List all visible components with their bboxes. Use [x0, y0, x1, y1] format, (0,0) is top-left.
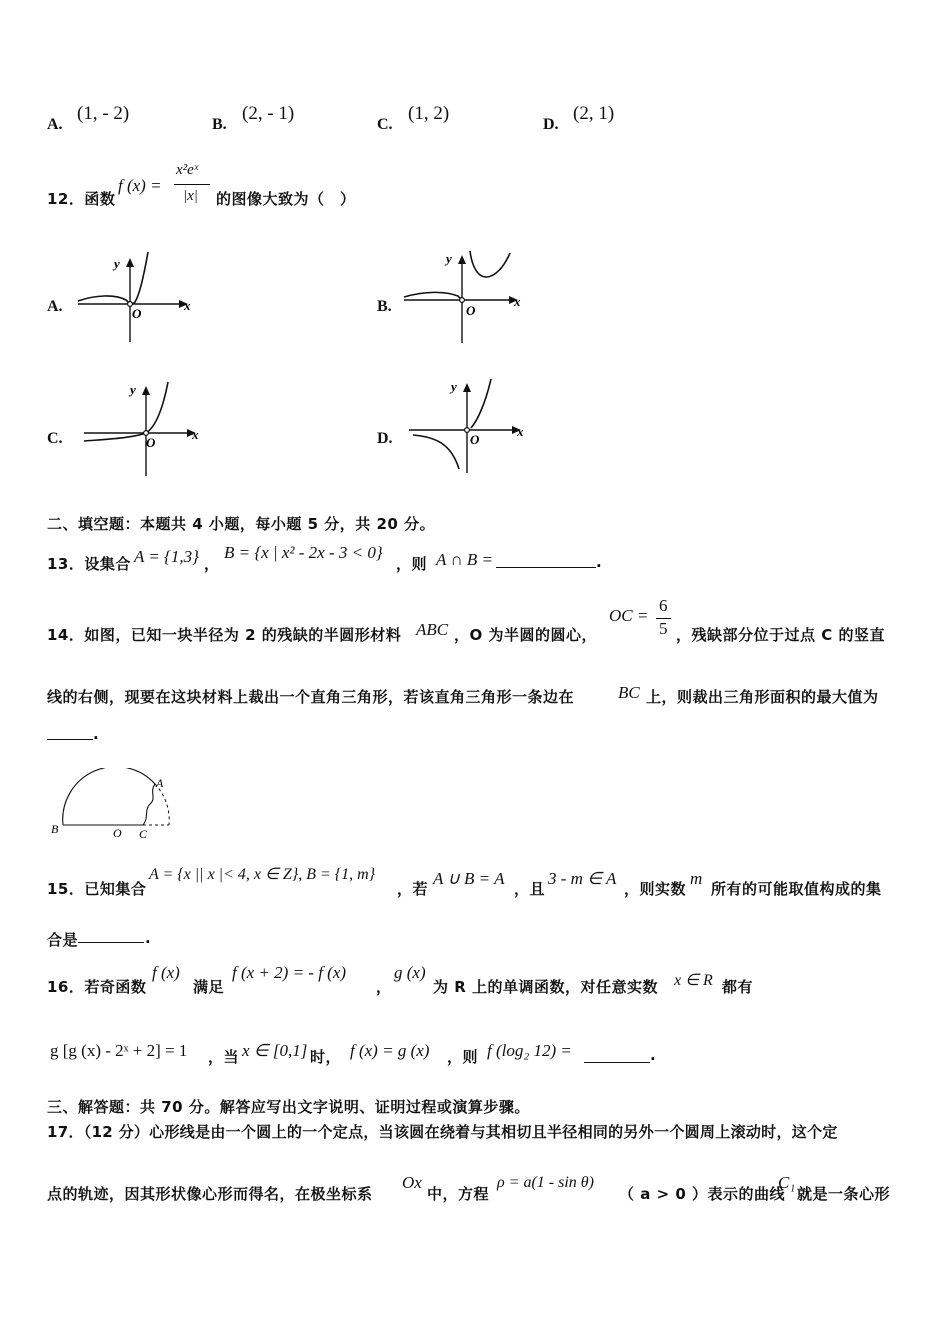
q11-option-a-label: A.	[47, 116, 63, 133]
q16-mid1: 满足	[193, 978, 225, 996]
q15-tail: 所有的可能取值构成的集	[711, 880, 882, 898]
q13-end: .	[596, 553, 603, 571]
q17-paren: （ a > 0 ）表示的曲线	[619, 1185, 786, 1203]
q12-c-origin: O	[146, 435, 156, 450]
q17-c1: C₁	[778, 1173, 796, 1192]
q15-mid1: ，若	[397, 880, 429, 898]
section-3-heading: 三、解答题：共 70 分。解答应写出文字说明、证明过程或演算步骤。	[47, 1098, 530, 1116]
q12-c-axis-y: y	[130, 382, 136, 397]
q11-option-d-value: (2, 1)	[573, 103, 615, 124]
q14-oc: OC =	[609, 606, 649, 625]
q16-eq3: f (x) = g (x)	[350, 1041, 430, 1060]
q12-option-c-label: C.	[47, 430, 63, 447]
q14-mid2: ，残缺部分位于过点 C 的竖直	[676, 626, 885, 644]
q16-mid2: 为 R 上的单调函数，对任意实数	[433, 978, 658, 996]
q13-set-a: A = {1,3}	[134, 547, 199, 566]
q15-mid2: ，且	[514, 880, 546, 898]
q16-mid4: ，当	[208, 1048, 240, 1066]
q11-option-b-label: B.	[212, 116, 227, 133]
q14-frac-den: 5	[659, 619, 668, 638]
q12-b-axis-y: y	[446, 251, 452, 266]
q14-line2b: 上，则裁出三角形面积的最大值为	[646, 688, 879, 706]
q11-option-a-value: (1, - 2)	[77, 103, 130, 124]
q16-mid5: 时，	[310, 1048, 342, 1066]
q16-prefix: 16．若奇函数	[47, 978, 147, 996]
q14-end: .	[93, 725, 100, 743]
q13-mid: ，则	[396, 555, 428, 573]
q16-xr: x ∈ R	[674, 972, 713, 989]
q11-option-c-value: (1, 2)	[408, 103, 450, 124]
q14-fig-b: B	[51, 822, 59, 836]
q13-set-b: B = {x | x² - 2x - 3 < 0}	[224, 543, 383, 562]
q12-option-d-label: D.	[377, 430, 393, 447]
q12-c-axis-x: x	[192, 427, 199, 442]
q13-comma: ，	[204, 555, 220, 573]
q12-d-axis-y: y	[451, 379, 457, 394]
q13-prefix: 13．设集合	[47, 555, 131, 573]
q16-eq2: g [g (x) - 2ˣ + 2] = 1	[50, 1041, 188, 1060]
q15-line2: 合是	[47, 931, 79, 949]
q12-graph-d	[405, 375, 535, 475]
q11-option-d-label: D.	[543, 116, 559, 133]
q15-union: A ∪ B = A	[433, 869, 505, 888]
q14-fig-o: O	[113, 826, 122, 840]
q14-frac-num: 6	[659, 596, 668, 615]
q14-fig-a: A	[156, 776, 164, 790]
q16-eq1: f (x + 2) = - f (x)	[232, 963, 347, 982]
q12-b-axis-x: x	[514, 294, 521, 309]
q12-option-b-label: B.	[377, 298, 392, 315]
section-2-heading: 二、填空题：本题共 4 小题，每小题 5 分，共 20 分。	[47, 515, 436, 533]
q14-answer-blank	[47, 725, 93, 740]
q16-mid3: 都有	[722, 978, 754, 996]
q14-line2a: 线的右侧，现要在这块材料上裁出一个直角三角形，若该直角三角形一条边在	[47, 688, 575, 706]
q17-line2b: 中，方程	[427, 1185, 490, 1203]
q11-option-b-value: (2, - 1)	[242, 103, 295, 124]
q15-cond: 3 - m ∈ A	[548, 869, 617, 888]
q13-expr: A ∩ B =	[436, 550, 493, 569]
q14-abc: ABC	[416, 620, 449, 639]
q17-line2a: 点的轨迹，因其形状像心形而得名，在极坐标系	[47, 1185, 373, 1203]
q12-d-axis-x: x	[517, 424, 524, 439]
q12-graph-b	[400, 245, 530, 345]
q16-eq4: f (log₂ 12) =	[487, 1041, 572, 1060]
q16-mid6: ，则	[447, 1048, 479, 1066]
q16-fx: f (x)	[152, 963, 180, 982]
q12-b-origin: O	[466, 303, 476, 318]
q16-gx: g (x)	[394, 963, 426, 982]
q15-sets: A = {x || x |< 4, x ∈ Z}, B = {1, m}	[149, 866, 376, 883]
q12-d-origin: O	[470, 432, 480, 447]
q17-ox: Ox	[402, 1173, 422, 1192]
q16-interval: x ∈ [0,1]	[242, 1041, 308, 1060]
q16-answer-blank	[584, 1048, 650, 1063]
q16-end: .	[650, 1046, 657, 1064]
q12-a-axis-x: x	[184, 298, 191, 313]
q12-a-origin: O	[132, 306, 142, 321]
q12-suffix: 的图像大致为（ ）	[216, 190, 356, 208]
q12-a-axis-y: y	[114, 256, 120, 271]
q15-prefix: 15．已知集合	[47, 880, 147, 898]
q16-comma: ，	[376, 978, 392, 996]
q15-answer-blank	[78, 928, 144, 943]
q17-line2c: 就是一条心形	[797, 1185, 891, 1203]
q14-mid1: ，O 为半圆的圆心，	[454, 626, 597, 644]
q14-figure	[45, 768, 185, 843]
q12-denominator: |x|	[183, 188, 198, 204]
q12-numerator: x²eˣ	[176, 162, 199, 178]
q12-fraction-bar	[174, 184, 210, 185]
q12-graph-c	[80, 378, 210, 478]
q14-bc: BC	[618, 683, 640, 702]
q14-fig-c: C	[139, 827, 148, 841]
q17-rho: ρ = a(1 - sin θ)	[497, 1174, 594, 1191]
q15-end: .	[145, 929, 152, 947]
q12-func-lhs: f (x) =	[118, 176, 162, 195]
q13-answer-blank	[496, 553, 596, 568]
q14-prefix: 14．如图，已知一块半径为 2 的残缺的半圆形材料	[47, 626, 402, 644]
q15-mid3: ，则实数	[624, 880, 687, 898]
q15-m: m	[690, 869, 703, 888]
q11-option-c-label: C.	[377, 116, 393, 133]
q12-graph-a	[70, 250, 200, 345]
q17-line1: 17．（12 分）心形线是由一个圆上的一个定点，当该圆在绕着与其相切且半径相同的另外一个圆周上滚动时，这个定	[47, 1123, 838, 1141]
q12-prefix: 12．函数	[47, 190, 116, 208]
q12-option-a-label: A.	[47, 298, 63, 315]
